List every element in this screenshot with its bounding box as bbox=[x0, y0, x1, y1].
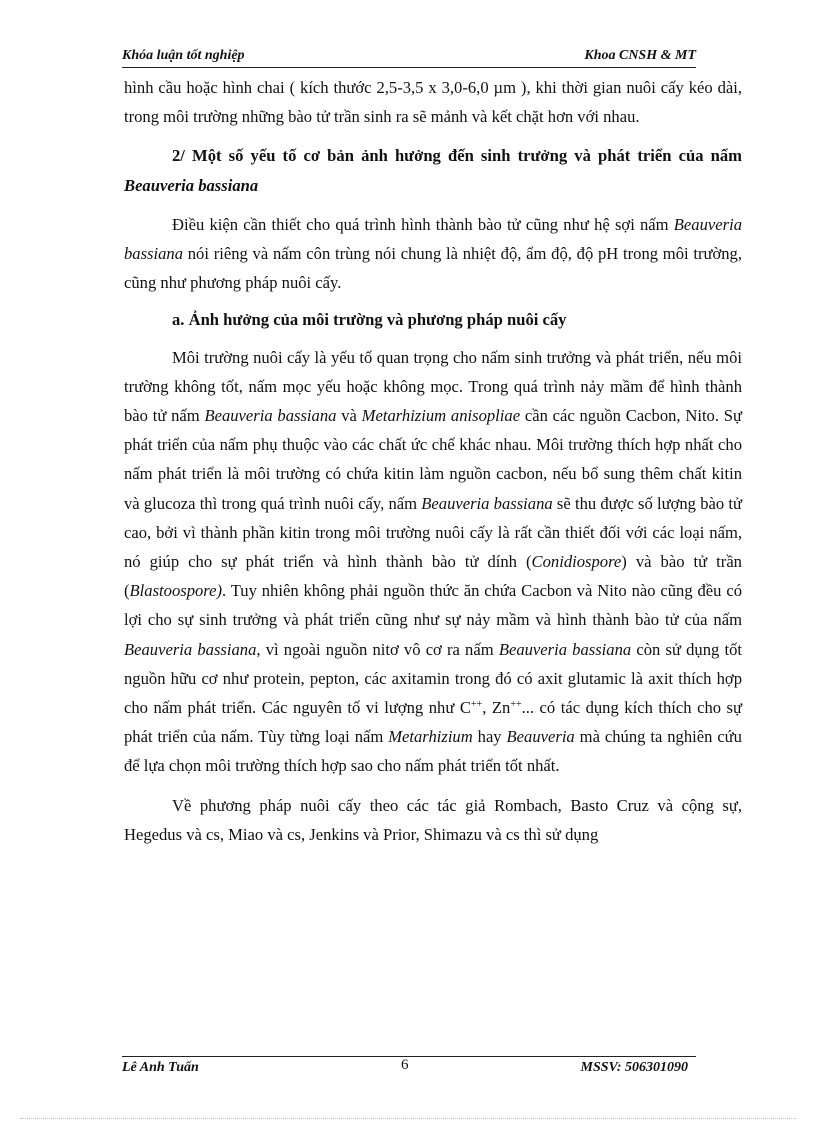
footer-divider bbox=[122, 1056, 696, 1057]
species-name: Beauveria bassiana bbox=[124, 639, 257, 659]
species-name: Beauveria bassiana bbox=[204, 406, 337, 426]
genus-name: Metarhizium bbox=[388, 727, 473, 747]
paragraph-continuation: hình cầu hoặc hình chai ( kích thước 2,5-3,5 x 3,0-6,0 µm ), khi thời gian nuôi cấy kéo dài, trong môi trường những bào tử trần sinh ra sẽ mảnh và kết chặt hơn với nhau. bbox=[124, 78, 742, 127]
paragraph-conditions: Điều kiện cần thiết cho quá trình hình thành bào tử cũng như hệ sợi nấm Beauveria bassiana nói riêng và nấm côn trùng nói chung là nhiệt độ, ẩm độ, độ pH trong môi trường, cũng như phương pháp nuôi cấy. bbox=[124, 214, 742, 293]
superscript: ++ bbox=[470, 699, 483, 711]
section-heading-2: 2/ Một số yếu tố cơ bản ảnh hưởng đến sinh trưởng và phát triển của nấm Beauveria bassiana bbox=[124, 146, 742, 195]
term-conidiospore: Conidiospore bbox=[531, 552, 622, 572]
page-footer bbox=[122, 1057, 696, 1078]
term-blastospore: Blastoospore) bbox=[129, 581, 223, 601]
species-name: Beauveria bassiana bbox=[124, 214, 742, 264]
species-name: Beauveria bassiana bbox=[421, 493, 553, 513]
header-faculty: Khoa CNSH & MT bbox=[584, 48, 696, 63]
paragraph-culture-medium: Môi trường nuôi cấy là yếu tố quan trọng cho nấm sinh trưởng và phát triển, nếu môi trường không tốt, nấm mọc yếu hoặc không mọc. Trong quá trình nảy mầm để hình thành bào tử nấm Beauveria bassiana và Metarhizium anisopliae cần các nguồn Cacbon, Nito. Sự phát triển của nấm phụ thuộc vào các chất ức chế khác nhau. Môi trường thích hợp nhất cho nấm phát triển là môi trường có chứa kitin làm nguồn cacbon, nếu bổ sung thêm chất kitin và glucoza thì trong quá trình nuôi cấy, nấm Beauveria bassiana sẽ thu được số lượng bào tử cao, bởi vì thành phần kitin trong môi trường nuôi cấy là rất cần thiết đối với các loại nấm, nó giúp cho sự phát triển và hình thành bào tử dính (Conidiospore) và bào tử trần (Blastoospore). Tuy nhiên không phải nguồn thức ăn chứa Cacbon và Nito nào cũng đều có lợi cho sự sinh trưởng và phát triển cũng như sự nảy mầm và hình thành bào tử của nấm Beauveria bassiana, vì ngoài nguồn nitơ vô cơ ra nấm Beauveria bassiana còn sử dụng tốt nguồn hữu cơ như protein, pepton, các axitamin trong đó có axit glutamic là axit thích hợp cho nấm phát triển. Các nguyên tố vi lượng như C++, Zn++... có tác dụng kích thích cho sự phát triển của nấm. Tùy từng loại nấm Metarhizium hay Beauveria mà chúng ta nghiên cứu để lựa chọn môi trường thích hợp sao cho nấm phát triển tốt nhất. bbox=[124, 347, 743, 776]
page-header bbox=[122, 47, 696, 68]
page-edge-dotted-line bbox=[20, 1118, 796, 1119]
paragraph-culture-method: Về phương pháp nuôi cấy theo các tác giả Rombach, Basto Cruz và cộng sự, Hegedus và cs, Miao và cs, Jenkins và Prior, Shimazu và cs thì sử dụng bbox=[124, 795, 742, 844]
page-number: 6 bbox=[401, 1057, 409, 1073]
species-name: Beauveria bassiana bbox=[124, 175, 259, 195]
species-name: Metarhizium anisopliae bbox=[361, 406, 521, 426]
footer-student-id: MSSV: 506301090 bbox=[580, 1060, 688, 1075]
footer-author: Lê Anh Tuấn bbox=[122, 1060, 199, 1075]
superscript: ++ bbox=[510, 699, 522, 711]
header-thesis-title: Khóa luận tốt nghiệp bbox=[122, 48, 245, 63]
species-name: Beauveria bassiana bbox=[498, 639, 632, 659]
page-body bbox=[124, 73, 742, 849]
subsection-heading-a: a. Ảnh hưởng của môi trường và phương pháp nuôi cấy bbox=[172, 310, 567, 330]
genus-name: Beauveria bbox=[506, 727, 575, 747]
